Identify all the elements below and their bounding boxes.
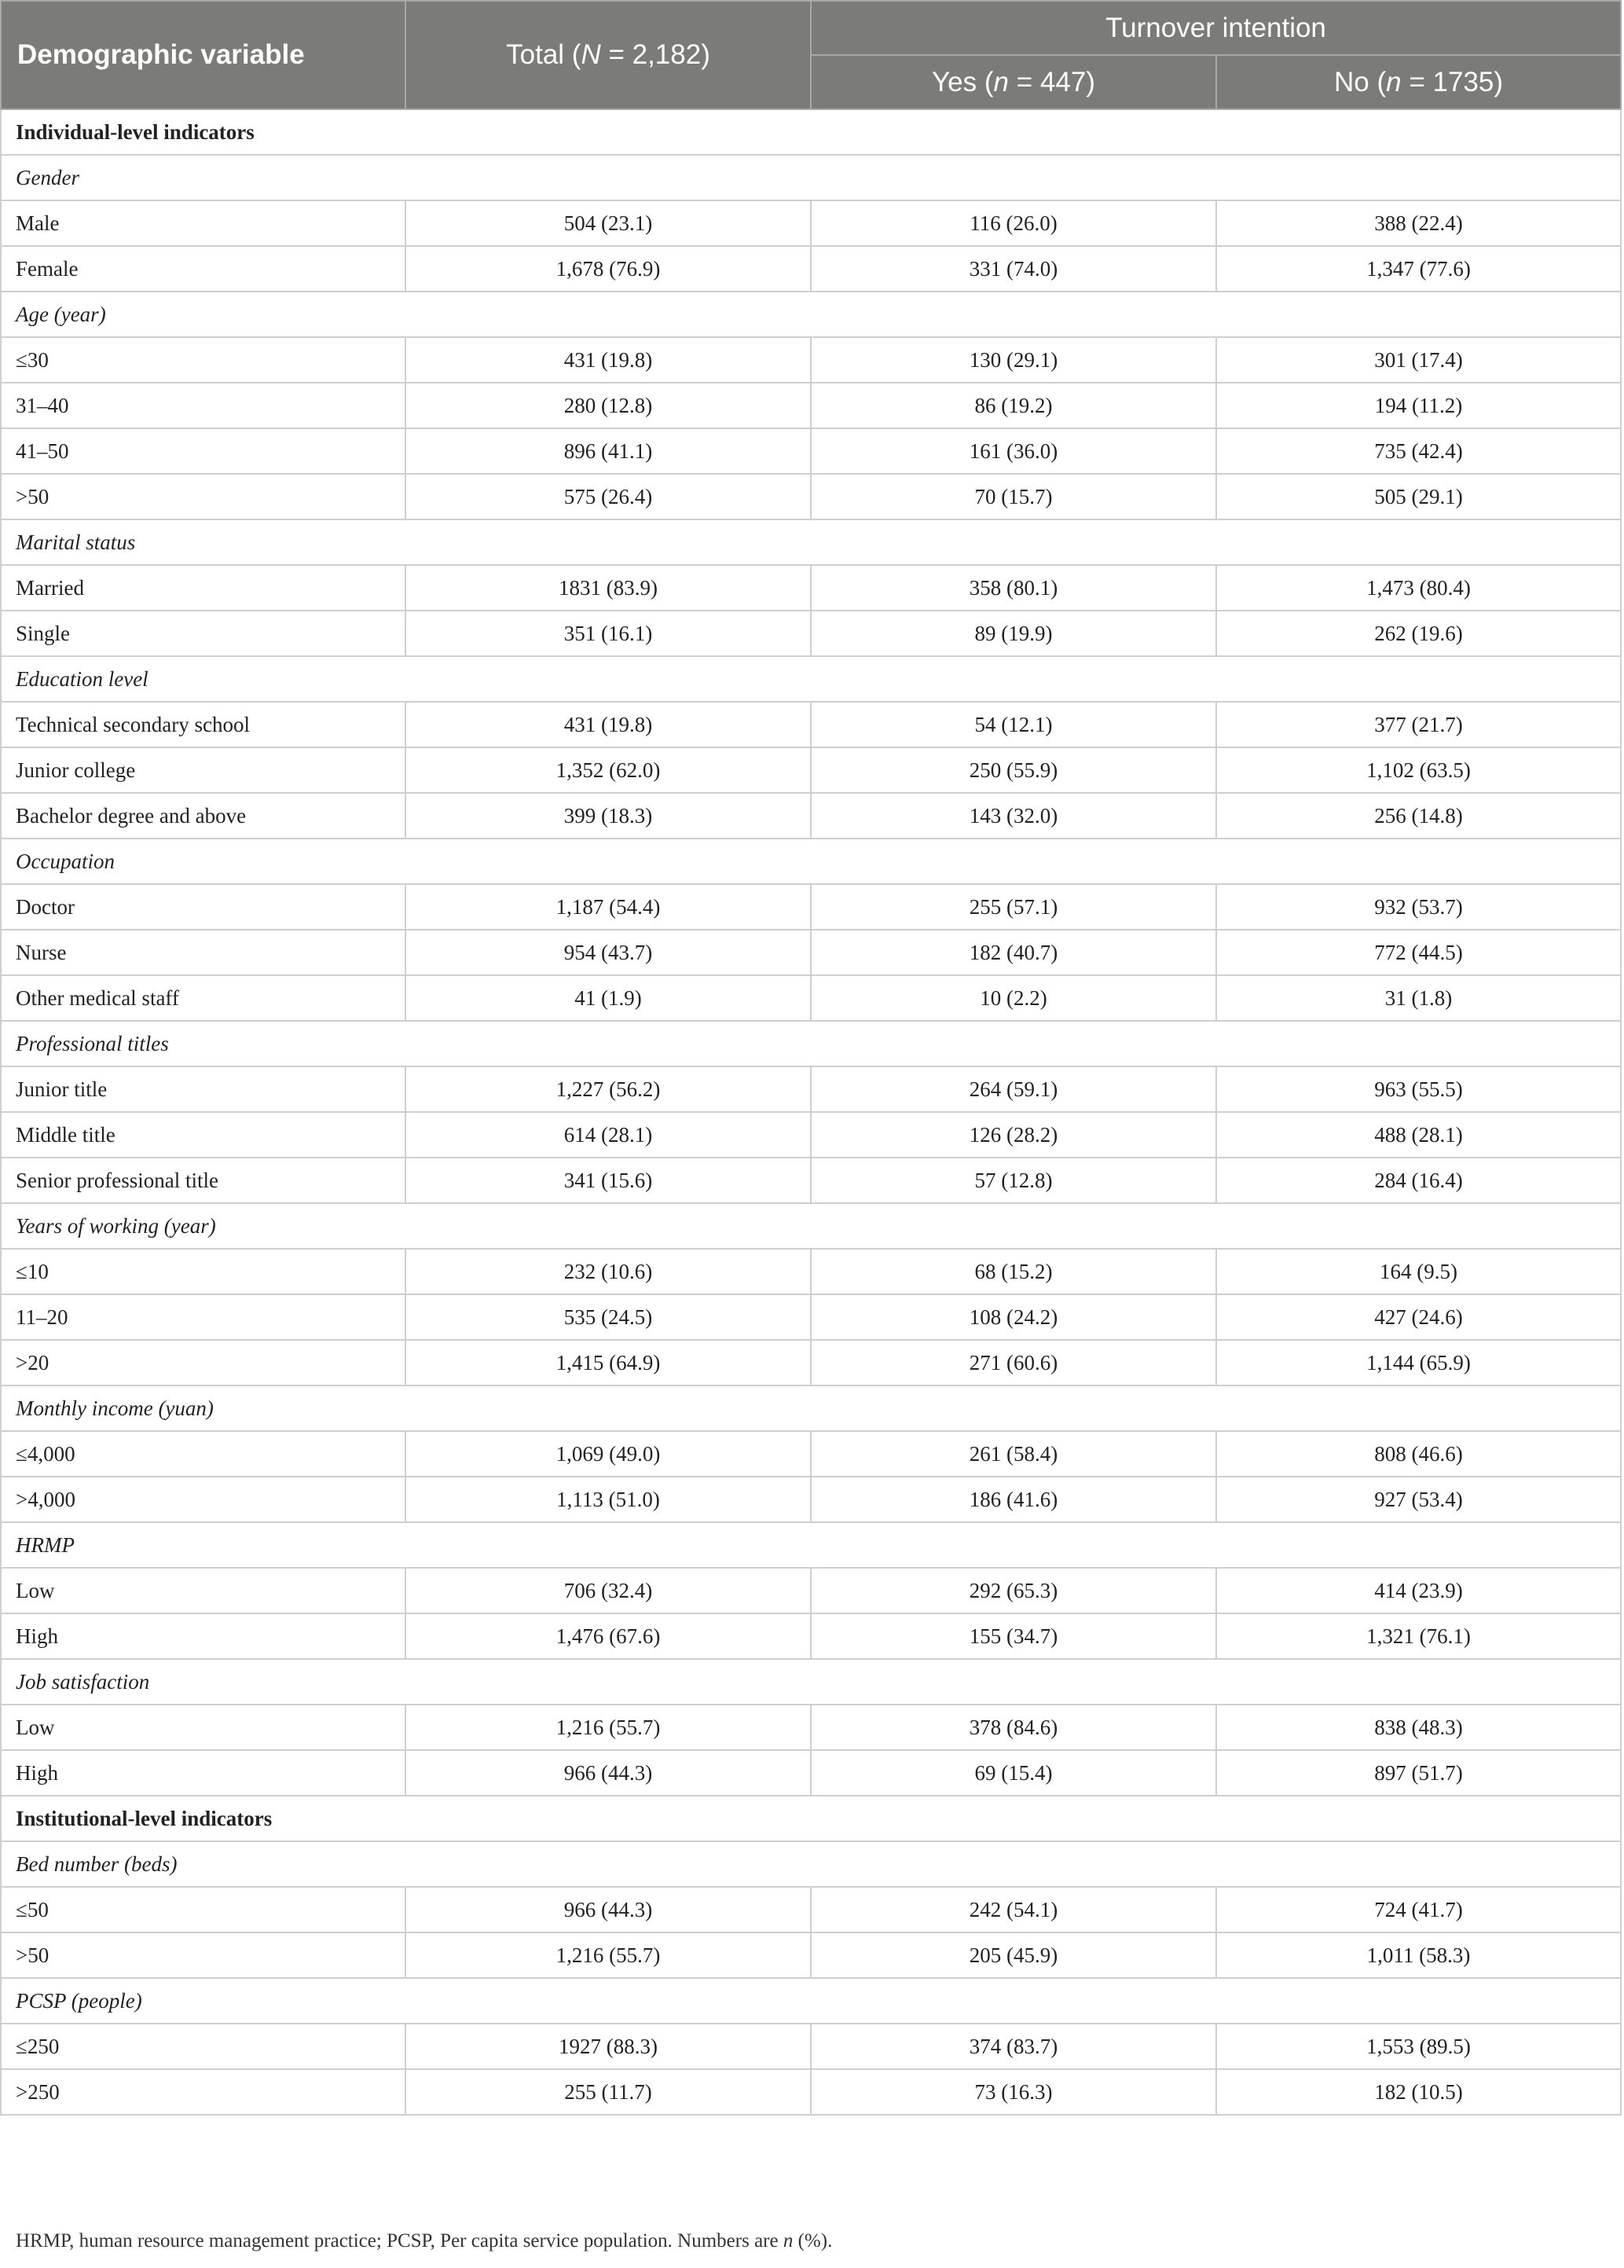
- total-cell: 351 (16.1): [405, 611, 811, 656]
- section-header-row: [1, 109, 1621, 155]
- total-cell: 1,352 (62.0): [405, 747, 811, 793]
- yes-cell: 292 (65.3): [811, 1568, 1216, 1613]
- no-cell: 932 (53.7): [1216, 884, 1621, 930]
- table-row: [1, 1568, 1621, 1613]
- group-label: Marital status: [1, 519, 1621, 565]
- yes-cell: 57 (12.8): [811, 1158, 1216, 1203]
- group-label: Age (year): [1, 292, 1621, 337]
- table-row: [1, 1477, 1621, 1522]
- table-row: [1, 1249, 1621, 1294]
- header-no: No (n = 1735): [1216, 55, 1621, 109]
- no-cell: 488 (28.1): [1216, 1112, 1621, 1158]
- table-row: [1, 1750, 1621, 1796]
- yes-cell: 54 (12.1): [811, 702, 1216, 747]
- row-label: Single: [1, 611, 405, 656]
- row-label: >50: [1, 474, 405, 519]
- no-cell: 377 (21.7): [1216, 702, 1621, 747]
- row-label: Technical secondary school: [1, 702, 405, 747]
- total-cell: 1927 (88.3): [405, 2024, 811, 2069]
- total-cell: 1,415 (64.9): [405, 1340, 811, 1385]
- table-row: [1, 383, 1621, 428]
- yes-cell: 155 (34.7): [811, 1613, 1216, 1659]
- no-cell: 772 (44.5): [1216, 930, 1621, 975]
- yes-cell: 331 (74.0): [811, 246, 1216, 292]
- header-demographic-variable: Demographic variable: [1, 1, 405, 109]
- table-row: [1, 1158, 1621, 1203]
- section-header-row: [1, 1796, 1621, 1841]
- table-row: [1, 1705, 1621, 1750]
- table-row: [1, 2024, 1621, 2069]
- no-cell: 1,011 (58.3): [1216, 1932, 1621, 1978]
- total-cell: 1,187 (54.4): [405, 884, 811, 930]
- row-label: High: [1, 1613, 405, 1659]
- no-cell: 1,144 (65.9): [1216, 1340, 1621, 1385]
- yes-cell: 374 (83.7): [811, 2024, 1216, 2069]
- total-cell: 535 (24.5): [405, 1294, 811, 1340]
- row-label: Senior professional title: [1, 1158, 405, 1203]
- total-cell: 1,678 (76.9): [405, 246, 811, 292]
- group-header-row: [1, 292, 1621, 337]
- total-cell: 41 (1.9): [405, 975, 811, 1021]
- yes-cell: 182 (40.7): [811, 930, 1216, 975]
- total-cell: 1831 (83.9): [405, 565, 811, 611]
- no-cell: 724 (41.7): [1216, 1887, 1621, 1932]
- yes-cell: 116 (26.0): [811, 200, 1216, 246]
- table-header: [1, 1, 1621, 109]
- total-cell: 966 (44.3): [405, 1750, 811, 1796]
- table-row: [1, 975, 1621, 1021]
- no-cell: 1,553 (89.5): [1216, 2024, 1621, 2069]
- yes-cell: 250 (55.9): [811, 747, 1216, 793]
- group-label: Professional titles: [1, 1021, 1621, 1066]
- yes-cell: 70 (15.7): [811, 474, 1216, 519]
- no-cell: 927 (53.4): [1216, 1477, 1621, 1522]
- group-label: Occupation: [1, 839, 1621, 884]
- no-cell: 388 (22.4): [1216, 200, 1621, 246]
- row-label: High: [1, 1750, 405, 1796]
- total-cell: 614 (28.1): [405, 1112, 811, 1158]
- total-cell: 431 (19.8): [405, 702, 811, 747]
- row-label: Doctor: [1, 884, 405, 930]
- no-cell: 505 (29.1): [1216, 474, 1621, 519]
- no-cell: 284 (16.4): [1216, 1158, 1621, 1203]
- table-row: [1, 1340, 1621, 1385]
- table-row: [1, 2069, 1621, 2115]
- row-label: Married: [1, 565, 405, 611]
- table-row: [1, 565, 1621, 611]
- yes-cell: 378 (84.6): [811, 1705, 1216, 1750]
- yes-cell: 271 (60.6): [811, 1340, 1216, 1385]
- table-row: [1, 246, 1621, 292]
- group-header-row: [1, 1841, 1621, 1887]
- group-header-row: [1, 1659, 1621, 1705]
- row-label: >4,000: [1, 1477, 405, 1522]
- no-cell: 31 (1.8): [1216, 975, 1621, 1021]
- total-cell: 706 (32.4): [405, 1568, 811, 1613]
- yes-cell: 68 (15.2): [811, 1249, 1216, 1294]
- table-row: [1, 1613, 1621, 1659]
- no-cell: 182 (10.5): [1216, 2069, 1621, 2115]
- table-row: [1, 1294, 1621, 1340]
- total-cell: 1,069 (49.0): [405, 1431, 811, 1477]
- row-label: ≤250: [1, 2024, 405, 2069]
- table-row: [1, 1112, 1621, 1158]
- no-cell: 838 (48.3): [1216, 1705, 1621, 1750]
- yes-cell: 108 (24.2): [811, 1294, 1216, 1340]
- table-row: [1, 428, 1621, 474]
- table-row: [1, 474, 1621, 519]
- yes-cell: 255 (57.1): [811, 884, 1216, 930]
- group-header-row: [1, 1203, 1621, 1249]
- total-cell: 575 (26.4): [405, 474, 811, 519]
- total-cell: 431 (19.8): [405, 337, 811, 383]
- total-cell: 966 (44.3): [405, 1887, 811, 1932]
- table-row: [1, 200, 1621, 246]
- table-row: [1, 884, 1621, 930]
- no-cell: 1,473 (80.4): [1216, 565, 1621, 611]
- table-row: [1, 1932, 1621, 1978]
- yes-cell: 73 (16.3): [811, 2069, 1216, 2115]
- total-cell: 504 (23.1): [405, 200, 811, 246]
- group-header-row: [1, 656, 1621, 702]
- yes-cell: 161 (36.0): [811, 428, 1216, 474]
- row-label: Low: [1, 1568, 405, 1613]
- row-label: Male: [1, 200, 405, 246]
- total-cell: 1,227 (56.2): [405, 1066, 811, 1112]
- no-cell: 262 (19.6): [1216, 611, 1621, 656]
- header-total: Total (N = 2,182): [405, 1, 811, 109]
- yes-cell: 358 (80.1): [811, 565, 1216, 611]
- table-row: [1, 747, 1621, 793]
- table-row: [1, 1431, 1621, 1477]
- group-header-row: [1, 519, 1621, 565]
- no-cell: 427 (24.6): [1216, 1294, 1621, 1340]
- group-label: Gender: [1, 155, 1621, 200]
- no-cell: 808 (46.6): [1216, 1431, 1621, 1477]
- yes-cell: 205 (45.9): [811, 1932, 1216, 1978]
- table-row: [1, 337, 1621, 383]
- total-cell: 399 (18.3): [405, 793, 811, 839]
- yes-cell: 89 (19.9): [811, 611, 1216, 656]
- yes-cell: 242 (54.1): [811, 1887, 1216, 1932]
- section-label: Individual-level indicators: [1, 109, 1621, 155]
- no-cell: 1,102 (63.5): [1216, 747, 1621, 793]
- total-cell: 232 (10.6): [405, 1249, 811, 1294]
- row-label: ≤50: [1, 1887, 405, 1932]
- table-row: [1, 1066, 1621, 1112]
- total-cell: 954 (43.7): [405, 930, 811, 975]
- group-header-row: [1, 1021, 1621, 1066]
- section-label: Institutional-level indicators: [1, 1796, 1621, 1841]
- total-cell: 896 (41.1): [405, 428, 811, 474]
- no-cell: 1,321 (76.1): [1216, 1613, 1621, 1659]
- table-footnote: HRMP, human resource management practice; PCSP, Per capita service population. Numbers are n (%).: [16, 2230, 833, 2251]
- yes-cell: 261 (58.4): [811, 1431, 1216, 1477]
- yes-cell: 130 (29.1): [811, 337, 1216, 383]
- row-label: Low: [1, 1705, 405, 1750]
- row-label: ≤10: [1, 1249, 405, 1294]
- yes-cell: 69 (15.4): [811, 1750, 1216, 1796]
- total-cell: 1,216 (55.7): [405, 1932, 811, 1978]
- no-cell: 414 (23.9): [1216, 1568, 1621, 1613]
- group-label: HRMP: [1, 1522, 1621, 1568]
- row-label: Bachelor degree and above: [1, 793, 405, 839]
- no-cell: 735 (42.4): [1216, 428, 1621, 474]
- group-label: Bed number (beds): [1, 1841, 1621, 1887]
- total-cell: 255 (11.7): [405, 2069, 811, 2115]
- table-row: [1, 702, 1621, 747]
- group-label: Education level: [1, 656, 1621, 702]
- row-label: Middle title: [1, 1112, 405, 1158]
- row-label: 11–20: [1, 1294, 405, 1340]
- yes-cell: 143 (32.0): [811, 793, 1216, 839]
- group-label: PCSP (people): [1, 1978, 1621, 2024]
- no-cell: 897 (51.7): [1216, 1750, 1621, 1796]
- table-row: [1, 1887, 1621, 1932]
- row-label: 41–50: [1, 428, 405, 474]
- yes-cell: 10 (2.2): [811, 975, 1216, 1021]
- row-label: >50: [1, 1932, 405, 1978]
- row-label: ≤4,000: [1, 1431, 405, 1477]
- total-cell: 280 (12.8): [405, 383, 811, 428]
- row-label: ≤30: [1, 337, 405, 383]
- yes-cell: 264 (59.1): [811, 1066, 1216, 1112]
- table-body: [1, 109, 1621, 2115]
- table-row: [1, 930, 1621, 975]
- total-cell: 1,476 (67.6): [405, 1613, 811, 1659]
- row-label: Female: [1, 246, 405, 292]
- header-turnover-intention: Turnover intention: [811, 1, 1621, 55]
- no-cell: 256 (14.8): [1216, 793, 1621, 839]
- no-cell: 963 (55.5): [1216, 1066, 1621, 1112]
- row-label: Nurse: [1, 930, 405, 975]
- no-cell: 194 (11.2): [1216, 383, 1621, 428]
- row-label: Other medical staff: [1, 975, 405, 1021]
- yes-cell: 86 (19.2): [811, 383, 1216, 428]
- row-label: Junior title: [1, 1066, 405, 1112]
- group-header-row: [1, 839, 1621, 884]
- group-header-row: [1, 1522, 1621, 1568]
- row-label: >250: [1, 2069, 405, 2115]
- group-header-row: [1, 1385, 1621, 1431]
- no-cell: 1,347 (77.6): [1216, 246, 1621, 292]
- row-label: >20: [1, 1340, 405, 1385]
- total-cell: 1,216 (55.7): [405, 1705, 811, 1750]
- row-label: 31–40: [1, 383, 405, 428]
- total-cell: 341 (15.6): [405, 1158, 811, 1203]
- no-cell: 301 (17.4): [1216, 337, 1621, 383]
- group-header-row: [1, 1978, 1621, 2024]
- total-cell: 1,113 (51.0): [405, 1477, 811, 1522]
- yes-cell: 126 (28.2): [811, 1112, 1216, 1158]
- group-label: Years of working (year): [1, 1203, 1621, 1249]
- group-header-row: [1, 155, 1621, 200]
- group-label: Job satisfaction: [1, 1659, 1621, 1705]
- no-cell: 164 (9.5): [1216, 1249, 1621, 1294]
- yes-cell: 186 (41.6): [811, 1477, 1216, 1522]
- table-row: [1, 793, 1621, 839]
- row-label: Junior college: [1, 747, 405, 793]
- table-row: [1, 611, 1621, 656]
- header-yes: Yes (n = 447): [811, 55, 1216, 109]
- group-label: Monthly income (yuan): [1, 1385, 1621, 1431]
